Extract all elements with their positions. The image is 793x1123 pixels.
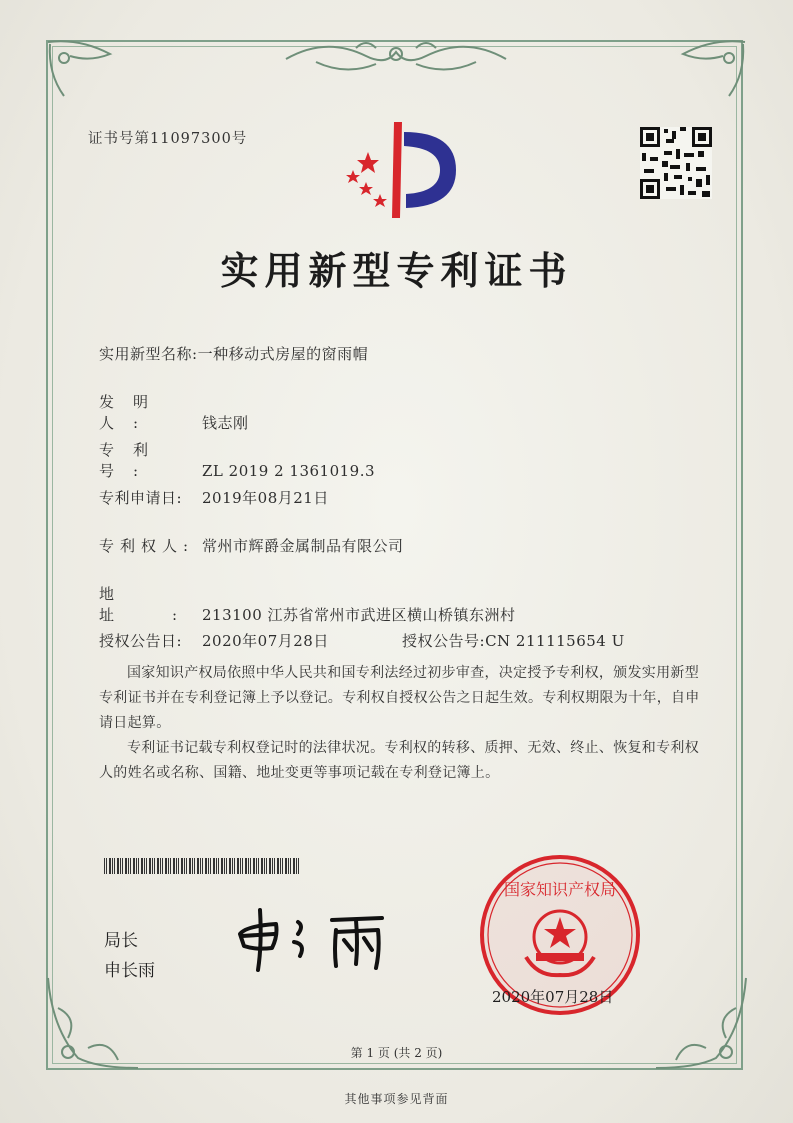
certificate-number: 证书号第11097300号 xyxy=(88,131,248,147)
address-label: 地址: xyxy=(99,585,236,624)
body-paragraph-2: 专利证书记载专利权登记时的法律状况。专利权的转移、质押、无效、终止、恢复和专利权人的姓名或名称、国籍、地址变更等事项记载在专利登记簿上。 xyxy=(99,740,699,781)
patent-number-label: 专利号: xyxy=(99,441,168,480)
page-number: 第 1 页 (共 2 页) xyxy=(350,1046,443,1060)
director-name: 申长雨 xyxy=(104,961,155,981)
barcode xyxy=(104,858,300,874)
filing-date-label: 专利申请日: xyxy=(99,489,183,507)
director-title: 局长 xyxy=(104,931,138,951)
top-right-ornament xyxy=(663,34,753,104)
handwritten-signature xyxy=(232,904,412,974)
patentee-value: 常州市辉爵金属制品有限公司 xyxy=(202,537,404,555)
cnipa-logo xyxy=(338,118,468,224)
grant-number-label: 授权公告号: xyxy=(402,632,486,650)
filing-date-value: 2019年08月21日 xyxy=(202,489,329,507)
inventor-value: 钱志刚 xyxy=(202,414,249,432)
body-paragraph-1: 国家知识产权局依照中华人民共和国专利法经过初步审查，决定授予专利权，颁发实用新型专利证书并在专利登记簿上予以登记。专利权自授权公告之日起生效。专利权期限为十年，自申请日起算。 xyxy=(99,665,700,731)
seal-date: 2020年07月28日 xyxy=(492,988,614,1006)
inventor-label: 发明人: xyxy=(99,393,168,432)
inventor-row xyxy=(99,391,249,433)
bottom-left-ornament xyxy=(38,968,148,1078)
address-value: 213100 江苏省常州市武进区横山桥镇东洲村 xyxy=(202,606,516,624)
patentee-label: 专利权人: xyxy=(99,537,195,555)
qr-code xyxy=(640,127,712,199)
utility-model-name-value: 一种移动式房屋的窗雨帽 xyxy=(197,345,369,363)
patent-number-value: ZL 2019 2 1361019.3 xyxy=(202,462,376,480)
certificate-body xyxy=(99,661,709,786)
grant-number-value: CN 211115654 U xyxy=(485,632,625,650)
footer-note: 其他事项参见背面 xyxy=(344,1092,449,1106)
certificate-title: 实用新型专利证书 xyxy=(220,248,573,293)
utility-model-name-label: 实用新型名称: xyxy=(99,345,198,363)
grant-date-value: 2020年07月28日 xyxy=(202,632,329,650)
utility-model-name-row xyxy=(99,343,368,364)
filing-date-row xyxy=(99,487,329,508)
patentee-row xyxy=(99,535,404,556)
patent-number-row xyxy=(99,439,375,481)
top-ornament xyxy=(266,34,526,84)
bottom-right-ornament xyxy=(646,968,756,1078)
address-row xyxy=(99,583,516,625)
top-left-ornament xyxy=(40,34,130,104)
grant-date-label: 授权公告日: xyxy=(99,632,183,650)
seal-text: 国家知识产权局 xyxy=(503,880,617,899)
grant-row xyxy=(99,630,625,651)
